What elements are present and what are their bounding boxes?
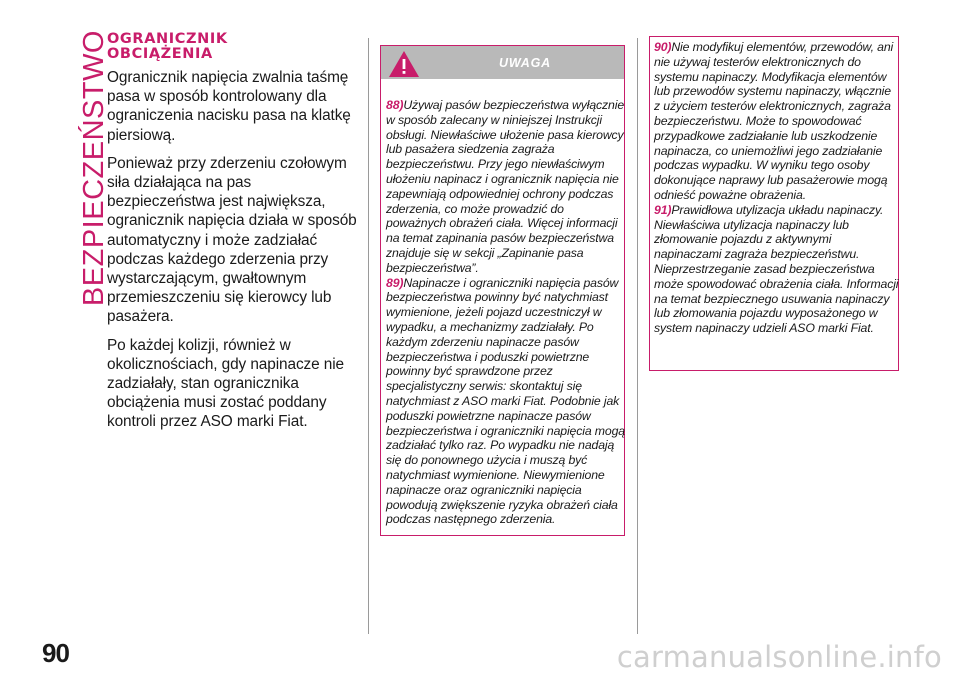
- note-text-90: Nie modyfikuj elementów, przewodów, ani nie używaj testerów elektronicznych do systemu napinaczy. Modyfikacja elementów lub przewodów systemu napinaczy, włącznie z użyciem testerów elektronicznych, zagraża bezpieczeństwu. Może to spowodować przypadkowe zadziałanie lub uszkodzenie napinacza, co uniemożliwi jego zadziałanie podczas wypadku. W wyniku tego osoby dokonujące naprawy lub pasażerowie mogą odnieść poważne obrażenia.: [654, 40, 894, 202]
- section-heading-line-1: OGRANICZNIK: [107, 31, 228, 47]
- warning-note-89: [386, 276, 626, 528]
- page-number: 90: [42, 638, 69, 668]
- note-text-88: Używaj pasów bezpieczeństwa wyłącznie w sposób zalecany w niniejszej Instrukcji obsługi. Niewłaściwe ułożenie pasa kierowcy lub pasażera siedzenia zagraża bezpieczeństwu. Przy jego niewłaściwym ułożeniu napinacz i ogranicznik napięcia nie zapewniają odpowiedniej ochrony podczas zderzenia, co może prowadzić do poważnych obrażeń ciała. Więcej informacji na temat zapinania pasów bezpieczeństwa znajduje się w sekcji „Zapinanie pasa bezpieczeństwa”.: [386, 98, 625, 275]
- note-number-89: 89): [386, 275, 404, 290]
- warning-title: UWAGA: [499, 56, 551, 70]
- section-heading-line-2: OBCIĄŻENIA: [107, 46, 213, 62]
- warning-notes-continued: [654, 40, 900, 336]
- column-divider-1: [368, 38, 369, 634]
- warning-note-91: [654, 203, 900, 336]
- note-text-91: Prawidłowa utylizacja układu napinaczy. Niewłaściwa utylizacja napinaczy lub złomowanie pojazdu z aktywnymi napinaczami zagraża bezpieczeństwu. Nieprzestrzeganie zasad bezpieczeństwa może spowodować obrażenia ciała. Informacji na temat bezpiecznego usuwania napinaczy lub złomowania pojazdu wyposażonego w system napinaczy udzieli ASO marki Fiat.: [654, 202, 899, 336]
- warning-note-88: [386, 98, 626, 276]
- section-heading: [107, 32, 357, 62]
- warning-note-90: [654, 40, 900, 203]
- warning-box: [380, 45, 625, 536]
- column-divider-2: [637, 38, 638, 634]
- side-section-title-text: BEZPIECZEŃSTWO: [78, 30, 110, 307]
- note-number-90: 90): [654, 40, 672, 54]
- body-paragraph-3: Po każdej kolizji, również w okolicznościach, gdy napinacze nie zadziałały, stan ogranicznika obciążenia musi zostać poddany kontroli przez ASO marki Fiat.: [107, 336, 345, 431]
- body-paragraph-1: Ogranicznik napięcia zwalnia taśmę pasa w sposób kontrolowany dla ograniczenia nacisku pasa na klatkę piersiową.: [107, 69, 351, 144]
- note-number-91: 91): [654, 202, 672, 217]
- warning-notes: [386, 98, 626, 527]
- main-text-column: [107, 32, 357, 441]
- warning-header: [381, 46, 624, 79]
- watermark-text: carmanualsonline.info: [616, 640, 942, 674]
- warning-box-continued: [649, 36, 899, 371]
- note-number-88: 88): [386, 98, 404, 112]
- side-section-title: [38, 30, 110, 307]
- body-paragraph-2: Ponieważ przy zderzeniu czołowym siła działająca na pas bezpieczeństwa jest największa, ogranicznik napięcia działa w sposób automatyczny i może zadziałać podczas każdego zderzenia przy wystarczającym, gwałtownym przemieszczeniu się kierowcy lub pasażera.: [107, 154, 357, 326]
- note-text-89: Napinacze i ograniczniki napięcia pasów bezpieczeństwa powinny być natychmiast wymienione, jeżeli pojazd uczestniczył w wypadku, a mechanizmy zadziałały. Po każdym zderzeniu napinacze pasów bezpieczeństwa i poduszki powietrzne powinny być sprawdzone przez specjalistyczny serwis: skontaktuj się natychmiast z ASO marki Fiat. Podobnie jak poduszki powietrzne napinacze pasów bezpieczeństwa i ograniczniki napięcia mogą zadziałać tylko raz. Po wypadku nie nadają się do ponownego użycia i muszą być natychmiast wymienione. Niewymienione napinacze oraz ograniczniki napięcia powodują zwiększenie ryzyka obrażeń ciała podczas następnego zderzenia.: [386, 275, 625, 527]
